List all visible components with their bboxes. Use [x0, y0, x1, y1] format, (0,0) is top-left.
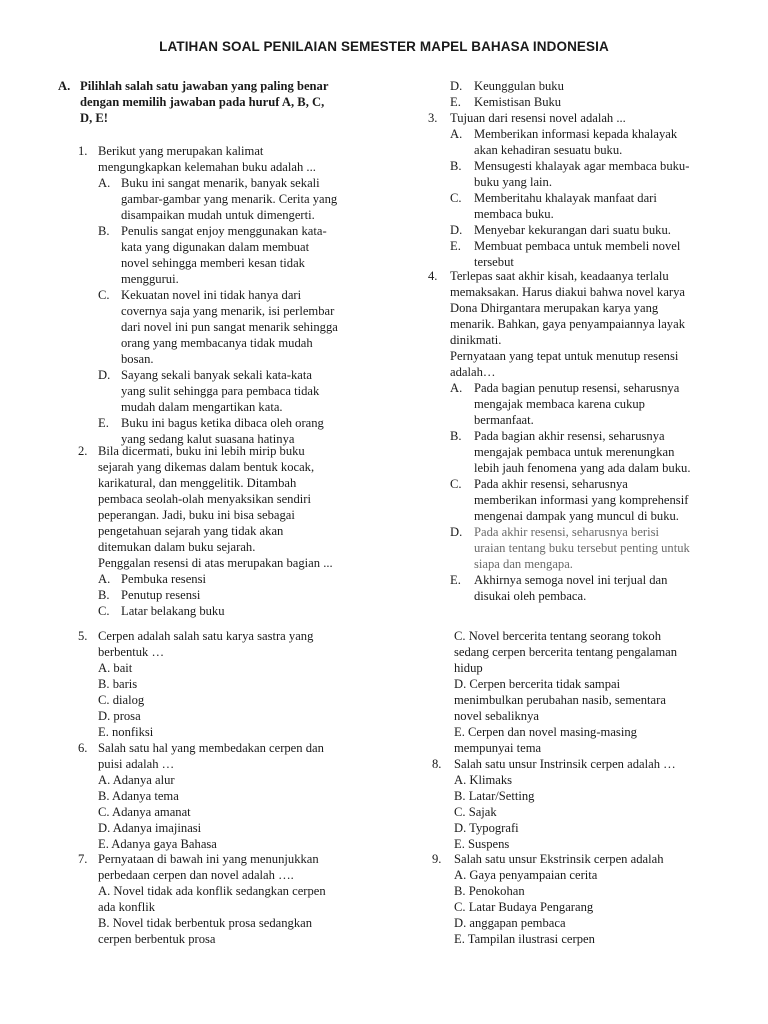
option-line: B. Latar/Setting [454, 789, 535, 803]
option-text-line: akan kehadiran sesuatu buku. [474, 143, 623, 157]
question-number: 6. [78, 741, 88, 755]
option-text-line: Akhirnya semoga novel ini terjual dan [474, 573, 668, 587]
option-text-line: mengenai dampak yang muncul di buku. [474, 509, 679, 523]
option-letter: A. [450, 127, 463, 141]
option-line: C. dialog [98, 693, 145, 707]
question-stem-line: Salah satu unsur Ekstrinsik cerpen adalah [454, 852, 664, 866]
option-line: C. Novel bercerita tentang seorang tokoh [454, 629, 662, 643]
option-line: E. Cerpen dan novel masing-masing [454, 725, 637, 739]
option-letter: A. [450, 381, 463, 395]
option-text-line: buku yang lain. [474, 175, 552, 189]
option-text-line: gambar-gambar yang menarik. Cerita yang [121, 192, 338, 206]
option-letter: D. [450, 525, 463, 539]
option-letter: E. [450, 573, 461, 587]
option-letter: C. [98, 604, 110, 618]
option-text-line: Memberitahu khalayak manfaat dari [474, 191, 657, 205]
option-line: A. Novel tidak ada konflik sedangkan cerpen [98, 884, 326, 898]
option-line: B. Adanya tema [98, 789, 179, 803]
option-line: C. Latar Budaya Pengarang [454, 900, 594, 914]
question-number: 5. [78, 629, 88, 643]
option-text-line: Menyebar kekurangan dari suatu buku. [474, 223, 671, 237]
option-text-line: Pada akhir resensi, seharusnya [474, 477, 628, 491]
option-text-line: Memberikan informasi kepada khalayak [474, 127, 678, 141]
option-text-line: mengajak pembaca untuk merenungkan [474, 445, 675, 459]
question-stem-line: Tujuan dari resensi novel adalah ... [450, 111, 626, 125]
option-text-line: kata yang digunakan dalam membuat [121, 240, 310, 254]
option-text-line: memberikan informasi yang komprehensif [474, 493, 689, 507]
option-line: sedang cerpen bercerita tentang pengalaman [454, 645, 678, 659]
option-line: D. anggapan pembaca [454, 916, 566, 930]
option-text-line: mudah dalam mengartikan kata. [121, 400, 283, 414]
option-text-line: Kekuatan novel ini tidak hanya dari [121, 288, 302, 302]
option-line: hidup [454, 661, 483, 675]
option-text-line: Buku ini sangat menarik, banyak sekali [121, 176, 320, 190]
option-letter: B. [98, 588, 110, 602]
option-text-line: siapa dan mengapa. [474, 557, 573, 571]
option-text: Latar belakang buku [121, 604, 225, 618]
option-line: E. nonfiksi [98, 725, 154, 739]
option-text: Keunggulan buku [474, 79, 564, 93]
option-line: D. Typografi [454, 821, 519, 835]
option-line: E. Tampilan ilustrasi cerpen [454, 932, 595, 946]
question-stem-line: karikatural, dan menggelitik. Ditambah [98, 476, 297, 490]
question-stem-line: menarik. Bahkan, gaya penyampaiannya layak [450, 317, 685, 331]
question-stem-line: memaksakan. Harus diakui bahwa novel karya [450, 285, 686, 299]
question-stem-line: Salah satu unsur Instrinsik cerpen adalah … [454, 757, 676, 771]
option-letter: B. [450, 429, 462, 443]
question-number: 7. [78, 852, 88, 866]
option-text-line: Pada bagian penutup resensi, seharusnya [474, 381, 680, 395]
option-line: D. Cerpen bercerita tidak sampai [454, 677, 621, 691]
option-text-line: lebih jauh fenomena yang ada dalam buku. [474, 461, 691, 475]
option-text-line: yang sulit sehingga para pembaca tidak [121, 384, 320, 398]
option-text: Penutup resensi [121, 588, 201, 602]
question-stem-line: Pernyataan yang tepat untuk menutup resensi [450, 349, 679, 363]
option-letter: E. [98, 416, 109, 430]
option-line: mempunyai tema [454, 741, 542, 755]
question-stem-line: Dona Dhirgantara merupakan karya yang [450, 301, 659, 315]
question-stem-line: pembaca seolah-olah menyaksikan sendiri [98, 492, 311, 506]
question-stem-line: Salah satu hal yang membedakan cerpen dan [98, 741, 324, 755]
question-number: 1. [78, 144, 88, 158]
option-text-line: menggurui. [121, 272, 179, 286]
instruction-line: Pilihlah salah satu jawaban yang paling benar [80, 79, 329, 93]
option-text-line: orang yang membacanya tidak mudah [121, 336, 313, 350]
option-text-line: uraian tentang buku tersebut penting untuk [474, 541, 690, 555]
option-line: C. Sajak [454, 805, 497, 819]
section-marker: A. [58, 79, 71, 93]
question-stem-line: perbedaan cerpen dan novel adalah …. [98, 868, 294, 882]
option-text: Pembuka resensi [121, 572, 206, 586]
question-stem-line: Cerpen adalah salah satu karya sastra yang [98, 629, 314, 643]
option-line: ada konflik [98, 900, 156, 914]
option-line: cerpen berbentuk prosa [98, 932, 216, 946]
option-line: D. prosa [98, 709, 141, 723]
question-stem-line: Terlepas saat akhir kisah, keadaanya terlalu [450, 269, 669, 283]
option-letter: D. [450, 79, 463, 93]
option-text-line: Pada akhir resensi, seharusnya berisi [474, 525, 660, 539]
option-letter: C. [450, 191, 462, 205]
option-text-line: Pada bagian akhir resensi, seharusnya [474, 429, 665, 443]
option-letter: C. [450, 477, 462, 491]
question-stem-line: Bila dicermati, buku ini lebih mirip buku [98, 444, 305, 458]
option-letter: E. [450, 95, 461, 109]
question-stem-line: ditemukan dalam buku sejarah. [98, 540, 256, 554]
page-title: LATIHAN SOAL PENILAIAN SEMESTER MAPEL BAHASA INDONESIA [159, 39, 609, 54]
option-letter: A. [98, 176, 111, 190]
question-number: 3. [428, 111, 438, 125]
option-text-line: disukai oleh pembaca. [474, 589, 587, 603]
option-text-line: bermanfaat. [474, 413, 534, 427]
option-line: menimbulkan perubahan nasib, sementara [454, 693, 666, 707]
option-text-line: bosan. [121, 352, 154, 366]
question-number: 4. [428, 269, 438, 283]
option-text-line: Membuat pembaca untuk membeli novel [474, 239, 681, 253]
question-stem-line: berbentuk … [98, 645, 165, 659]
option-line: B. Penokohan [454, 884, 525, 898]
option-text-line: yang sedang kalut suasana hatinya [121, 432, 295, 446]
option-text-line: membaca buku. [474, 207, 554, 221]
option-letter: A. [98, 572, 111, 586]
option-line: A. Klimaks [454, 773, 513, 787]
question-stem-line: mengungkapkan kelemahan buku adalah ... [98, 160, 316, 174]
option-text-line: mengajak membaca karena cukup [474, 397, 645, 411]
option-letter: B. [98, 224, 110, 238]
question-number: 2. [78, 444, 88, 458]
option-line: B. baris [98, 677, 138, 691]
option-line: A. Gaya penyampaian cerita [454, 868, 598, 882]
option-text-line: disampaikan mudah untuk dimengerti. [121, 208, 315, 222]
option-letter: B. [450, 159, 462, 173]
option-line: A. bait [98, 661, 133, 675]
option-letter: E. [450, 239, 461, 253]
question-stem-line: puisi adalah … [98, 757, 175, 771]
option-line: C. Adanya amanat [98, 805, 191, 819]
option-letter: C. [98, 288, 110, 302]
question-stem-line: dinikmati. [450, 333, 502, 347]
option-line: E. Suspens [454, 837, 510, 851]
option-text-line: Penulis sangat enjoy menggunakan kata- [121, 224, 327, 238]
option-text-line: Mensugesti khalayak agar membaca buku- [474, 159, 690, 173]
question-stem-line: sejarah yang dikemas dalam bentuk kocak, [98, 460, 315, 474]
option-text-line: tersebut [474, 255, 514, 269]
question-stem-line: Berikut yang merupakan kalimat [98, 144, 264, 158]
option-line: E. Adanya gaya Bahasa [98, 837, 217, 851]
question-stem-line: Pernyataan di bawah ini yang menunjukkan [98, 852, 319, 866]
option-text-line: dari novel ini pun sangat menarik sehingga [121, 320, 338, 334]
option-letter: D. [450, 223, 463, 237]
question-stem-line: Penggalan resensi di atas merupakan bagian ... [98, 556, 333, 570]
question-stem-line: pengetahuan sejarah yang tidak akan [98, 524, 284, 538]
question-number: 8. [432, 757, 442, 771]
question-stem-line: peperangan. Jadi, buku ini bisa sebagai [98, 508, 295, 522]
option-text-line: Buku ini bagus ketika dibaca oleh orang [121, 416, 324, 430]
instruction-line: D, E! [80, 111, 108, 125]
option-text-line: Sayang sekali banyak sekali kata-kata [121, 368, 312, 382]
option-text: Kemistisan Buku [474, 95, 562, 109]
option-letter: D. [98, 368, 111, 382]
question-stem-line: adalah… [450, 365, 496, 379]
option-text-line: novel sehingga memberi kesan tidak [121, 256, 305, 270]
option-line: A. Adanya alur [98, 773, 175, 787]
option-line: novel sebaliknya [454, 709, 539, 723]
question-number: 9. [432, 852, 442, 866]
option-line: B. Novel tidak berbentuk prosa sedangkan [98, 916, 313, 930]
option-text-line: covernya saja yang menarik, isi perlembar [121, 304, 335, 318]
instruction-line: dengan memilih jawaban pada huruf A, B, C, [80, 95, 325, 109]
option-line: D. Adanya imajinasi [98, 821, 202, 835]
